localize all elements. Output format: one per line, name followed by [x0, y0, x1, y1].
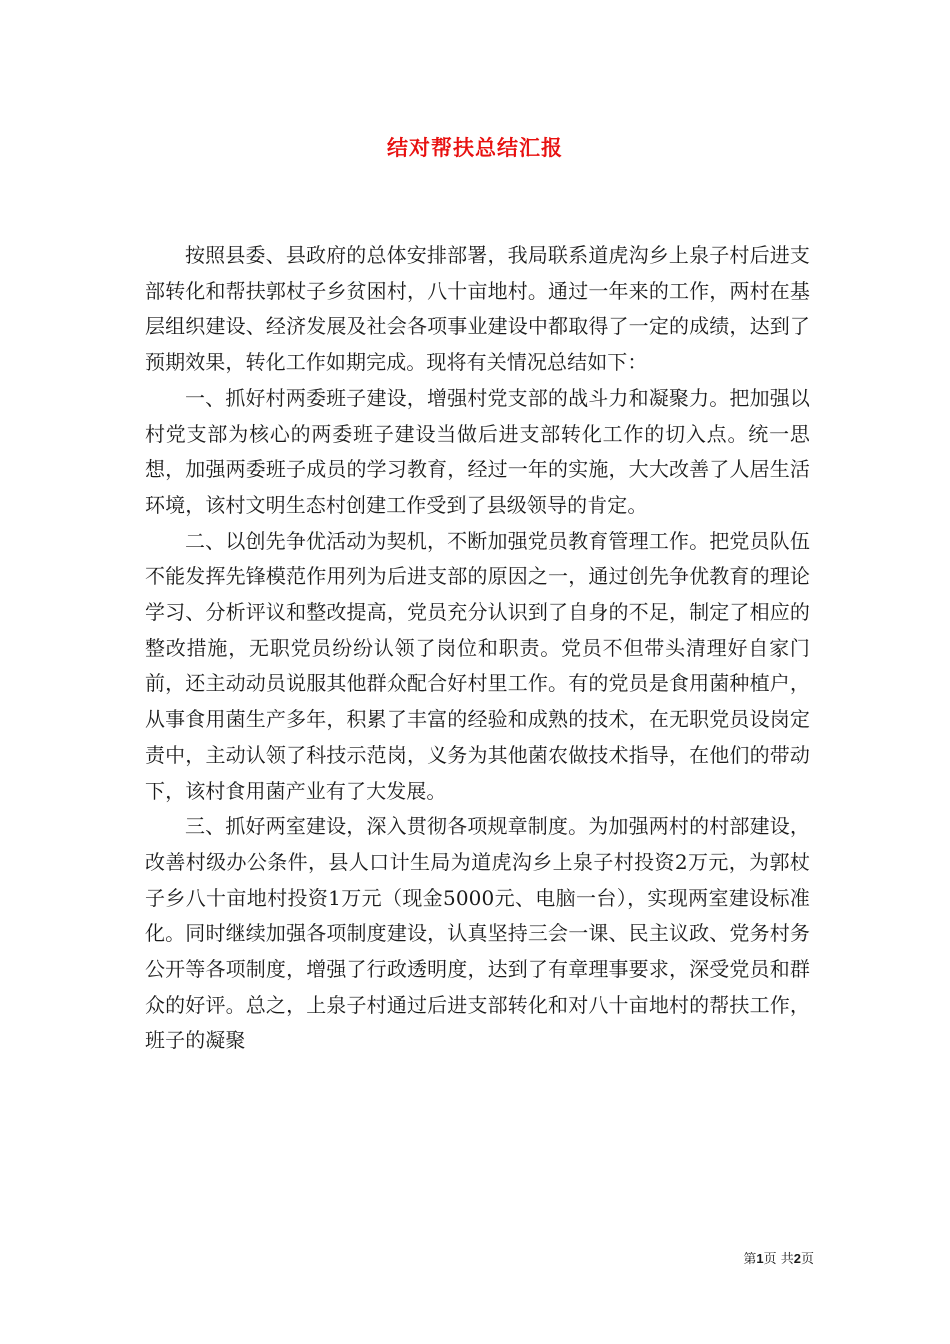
- page-current: 1: [756, 1251, 764, 1266]
- document-body: [145, 238, 810, 1059]
- page-total: 2: [793, 1251, 801, 1266]
- paragraph-intro: 按照县委、县政府的总体安排部署，我局联系道虎沟乡上泉子村后进支部转化和帮扶郭杖子乡贫困村，八十亩地村。通过一年来的工作，两村在基层组织建设、经济发展及社会各项事业建设中都取得了一定的成绩，达到了预期效果，转化工作如期完成。现将有关情况总结如下：: [145, 243, 810, 375]
- page-suffix: 页: [800, 1252, 814, 1267]
- paragraph-section-3: 三、抓好两室建设，深入贯彻各项规章制度。为加强两村的村部建设，改善村级办公条件，县人口计生局为道虎沟乡上泉子村投资2万元，为郭杖子乡八十亩地村投资1万元（现金5000元、电脑一台），实现两室建设标准化。同时继续加强各项制度建设，认真坚持三会一课、民主议政、党务村务公开等各项制度，增强了行政透明度，达到了有章理事要求，深受党员和群众的好评。总之，上泉子村通过后进支部转化和对八十亩地村的帮扶工作，班子的凝聚: [145, 814, 810, 1053]
- page-middle: 页 共: [763, 1252, 794, 1267]
- paragraph-section-2: 二、以创先争优活动为契机，不断加强党员教育管理工作。把党员队伍不能发挥先锋模范作用列为后进支部的原因之一，通过创先争优教育的理论学习、分析评议和整改提高，党员充分认识到了自身的不足，制定了相应的整改措施，无职党员纷纷认领了岗位和职责。党员不但带头清理好自家门前，还主动动员说服其他群众配合好村里工作。有的党员是食用菌种植户，从事食用菌生产多年，积累了丰富的经验和成熟的技术，在无职党员设岗定责中，主动认领了科技示范岗，义务为其他菌农做技术指导，在他们的带动下，该村食用菌产业有了大发展。: [145, 528, 810, 803]
- document-title: 结对帮扶总结汇报: [387, 136, 563, 160]
- page-number: [704, 1250, 814, 1269]
- page-prefix: 第: [743, 1252, 757, 1267]
- paragraph-section-1: 一、抓好村两委班子建设，增强村党支部的战斗力和凝聚力。把加强以村党支部为核心的两委班子建设当做后进支部转化工作的切入点。统一思想，加强两委班子成员的学习教育，经过一年的实施，大大改善了人居生活环境，该村文明生态村创建工作受到了县级领导的肯定。: [145, 385, 810, 517]
